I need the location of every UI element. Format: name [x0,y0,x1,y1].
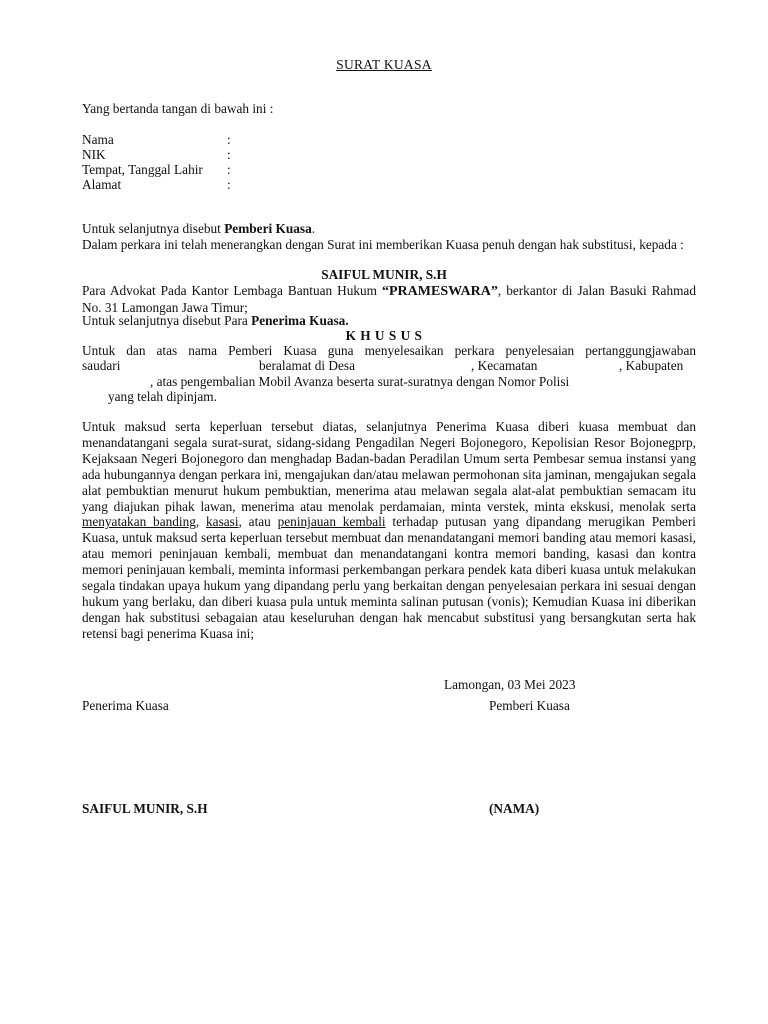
underline-banding: menyatakan banding [82,514,196,530]
main-paragraph [82,419,696,642]
giver-line [82,221,315,236]
field-label: Tempat, Tanggal Lahir [82,162,203,177]
place-date: Lamongan, 03 Mei 2023 [444,677,576,692]
field-colon: : [227,147,231,162]
advokat-suffix: , berkantor di Jalan Basuki Rahmad No. 31 Lamongan Jawa Timur; [82,283,696,315]
giver-prefix: Untuk selanjutnya disebut [82,221,225,236]
underline-peninjauan: peninjauan kembali [277,514,386,530]
advokat-paragraph [82,283,696,316]
field-colon: : [227,132,231,147]
underline-kasasi: kasasi [206,514,239,530]
khusus-l2b: beralamat di Desa [259,358,355,373]
advokat-bold: “PRAMESWARA” [382,284,498,299]
field-ttl [82,162,231,177]
giver-suffix: . [311,221,316,236]
khusus-l2a: saudari [82,358,121,373]
main-sep-2: , atau [238,514,278,530]
field-nama [82,132,231,147]
receiver-name: SAIFUL MUNIR, S.H [321,267,447,282]
sign-right-name: (NAMA) [489,801,540,816]
document-title: SURAT KUASA [336,57,432,72]
main-part-1: Untuk maksud serta keperluan tersebut diatas, selanjutnya Penerima Kuasa diberi kuasa membuat dan menandatangani segala surat-surat, sidang-sidang Pengadilan Negeri Bojonegoro, Kepolisian Resor Bojonegprp, Kejaksaan Negeri Bojonegoro dan menghadap Badan-badan Peradilan Umum serta Pembesar semua instansi yang ada hubungannya dengan perkara ini, mengajukan dan/atau melawan permohonan sita jaminan, mengajukan segala alat pembuktian menurut hukum pembuktian, menerima atau melawan segala alat-alat pembuktian semacam itu yang diajukan pihak lawan, menerima atau menolak perdamaian, minta verstek, minta ekskusi, menolak serta [82,419,696,514]
perkara-paragraph [82,237,696,253]
field-nik [82,147,231,162]
sign-left-name: SAIFUL MUNIR, S.H [82,801,208,816]
khusus-l2c: , Kecamatan [471,358,538,373]
field-label: NIK [82,147,106,162]
sign-left-label: Penerima Kuasa [82,698,169,713]
khusus-heading: K H U S U S [345,328,423,343]
receiver-prefix: Untuk selanjutnya disebut Para [82,313,252,328]
sign-right-label: Pemberi Kuasa [489,698,570,713]
khusus-l4: yang telah dipinjam. [108,389,217,404]
main-sep-1: , [195,514,207,530]
khusus-line-1: Untuk dan atas nama Pemberi Kuasa guna menyelesaikan perkara penyelesaian pertanggungjawaban [82,343,696,358]
field-colon: : [227,162,231,177]
giver-bold: Pemberi Kuasa [224,221,312,236]
main-part-2: terhadap putusan yang dipandang merugikan Pemberi Kuasa, untuk maksud serta keperluan tersebut membuat dan menandatangani memori banding atau memori kasasi, atau memori peninjauan kembali, membuat dan menandatangani kontra memori banding, kasasi dan kontra memori peninjauan kembali, meminta informasi perkembangan perkara pendek kata diberi kuasa untuk melakukan segala tindakan upaya hukum yang dipandang perlu yang berkaitan dengan penyelesaian perkara ini sesuai dengan hukum yang berlaku, dan diberi kuasa pula untuk meminta salinan putusan (vonis); Kemudian Kuasa ini diberikan dengan hak substitusi sebagaian atau keseluruhan dengan hak mencabut substitusi yang bersangkutan serta hak retensi bagi penerima Kuasa ini; [82,514,697,641]
intro-line: Yang bertanda tangan di bawah ini : [82,101,274,116]
perkara-text: Dalam perkara ini telah menerangkan dengan Surat ini memberikan Kuasa penuh dengan hak substitusi, kepada : [82,237,684,252]
advokat-prefix: Para Advokat Pada Kantor Lembaga Bantuan Hukum [82,283,382,298]
field-label: Nama [82,132,114,147]
receiver-line [82,313,349,328]
field-alamat [82,177,231,192]
field-label: Alamat [82,177,122,192]
receiver-bold: Penerima Kuasa. [251,313,349,328]
khusus-l2d: , Kabupaten [619,358,684,373]
field-colon: : [227,177,231,192]
khusus-l3: , atas pengembalian Mobil Avanza beserta surat-suratnya dengan Nomor Polisi [150,374,570,389]
